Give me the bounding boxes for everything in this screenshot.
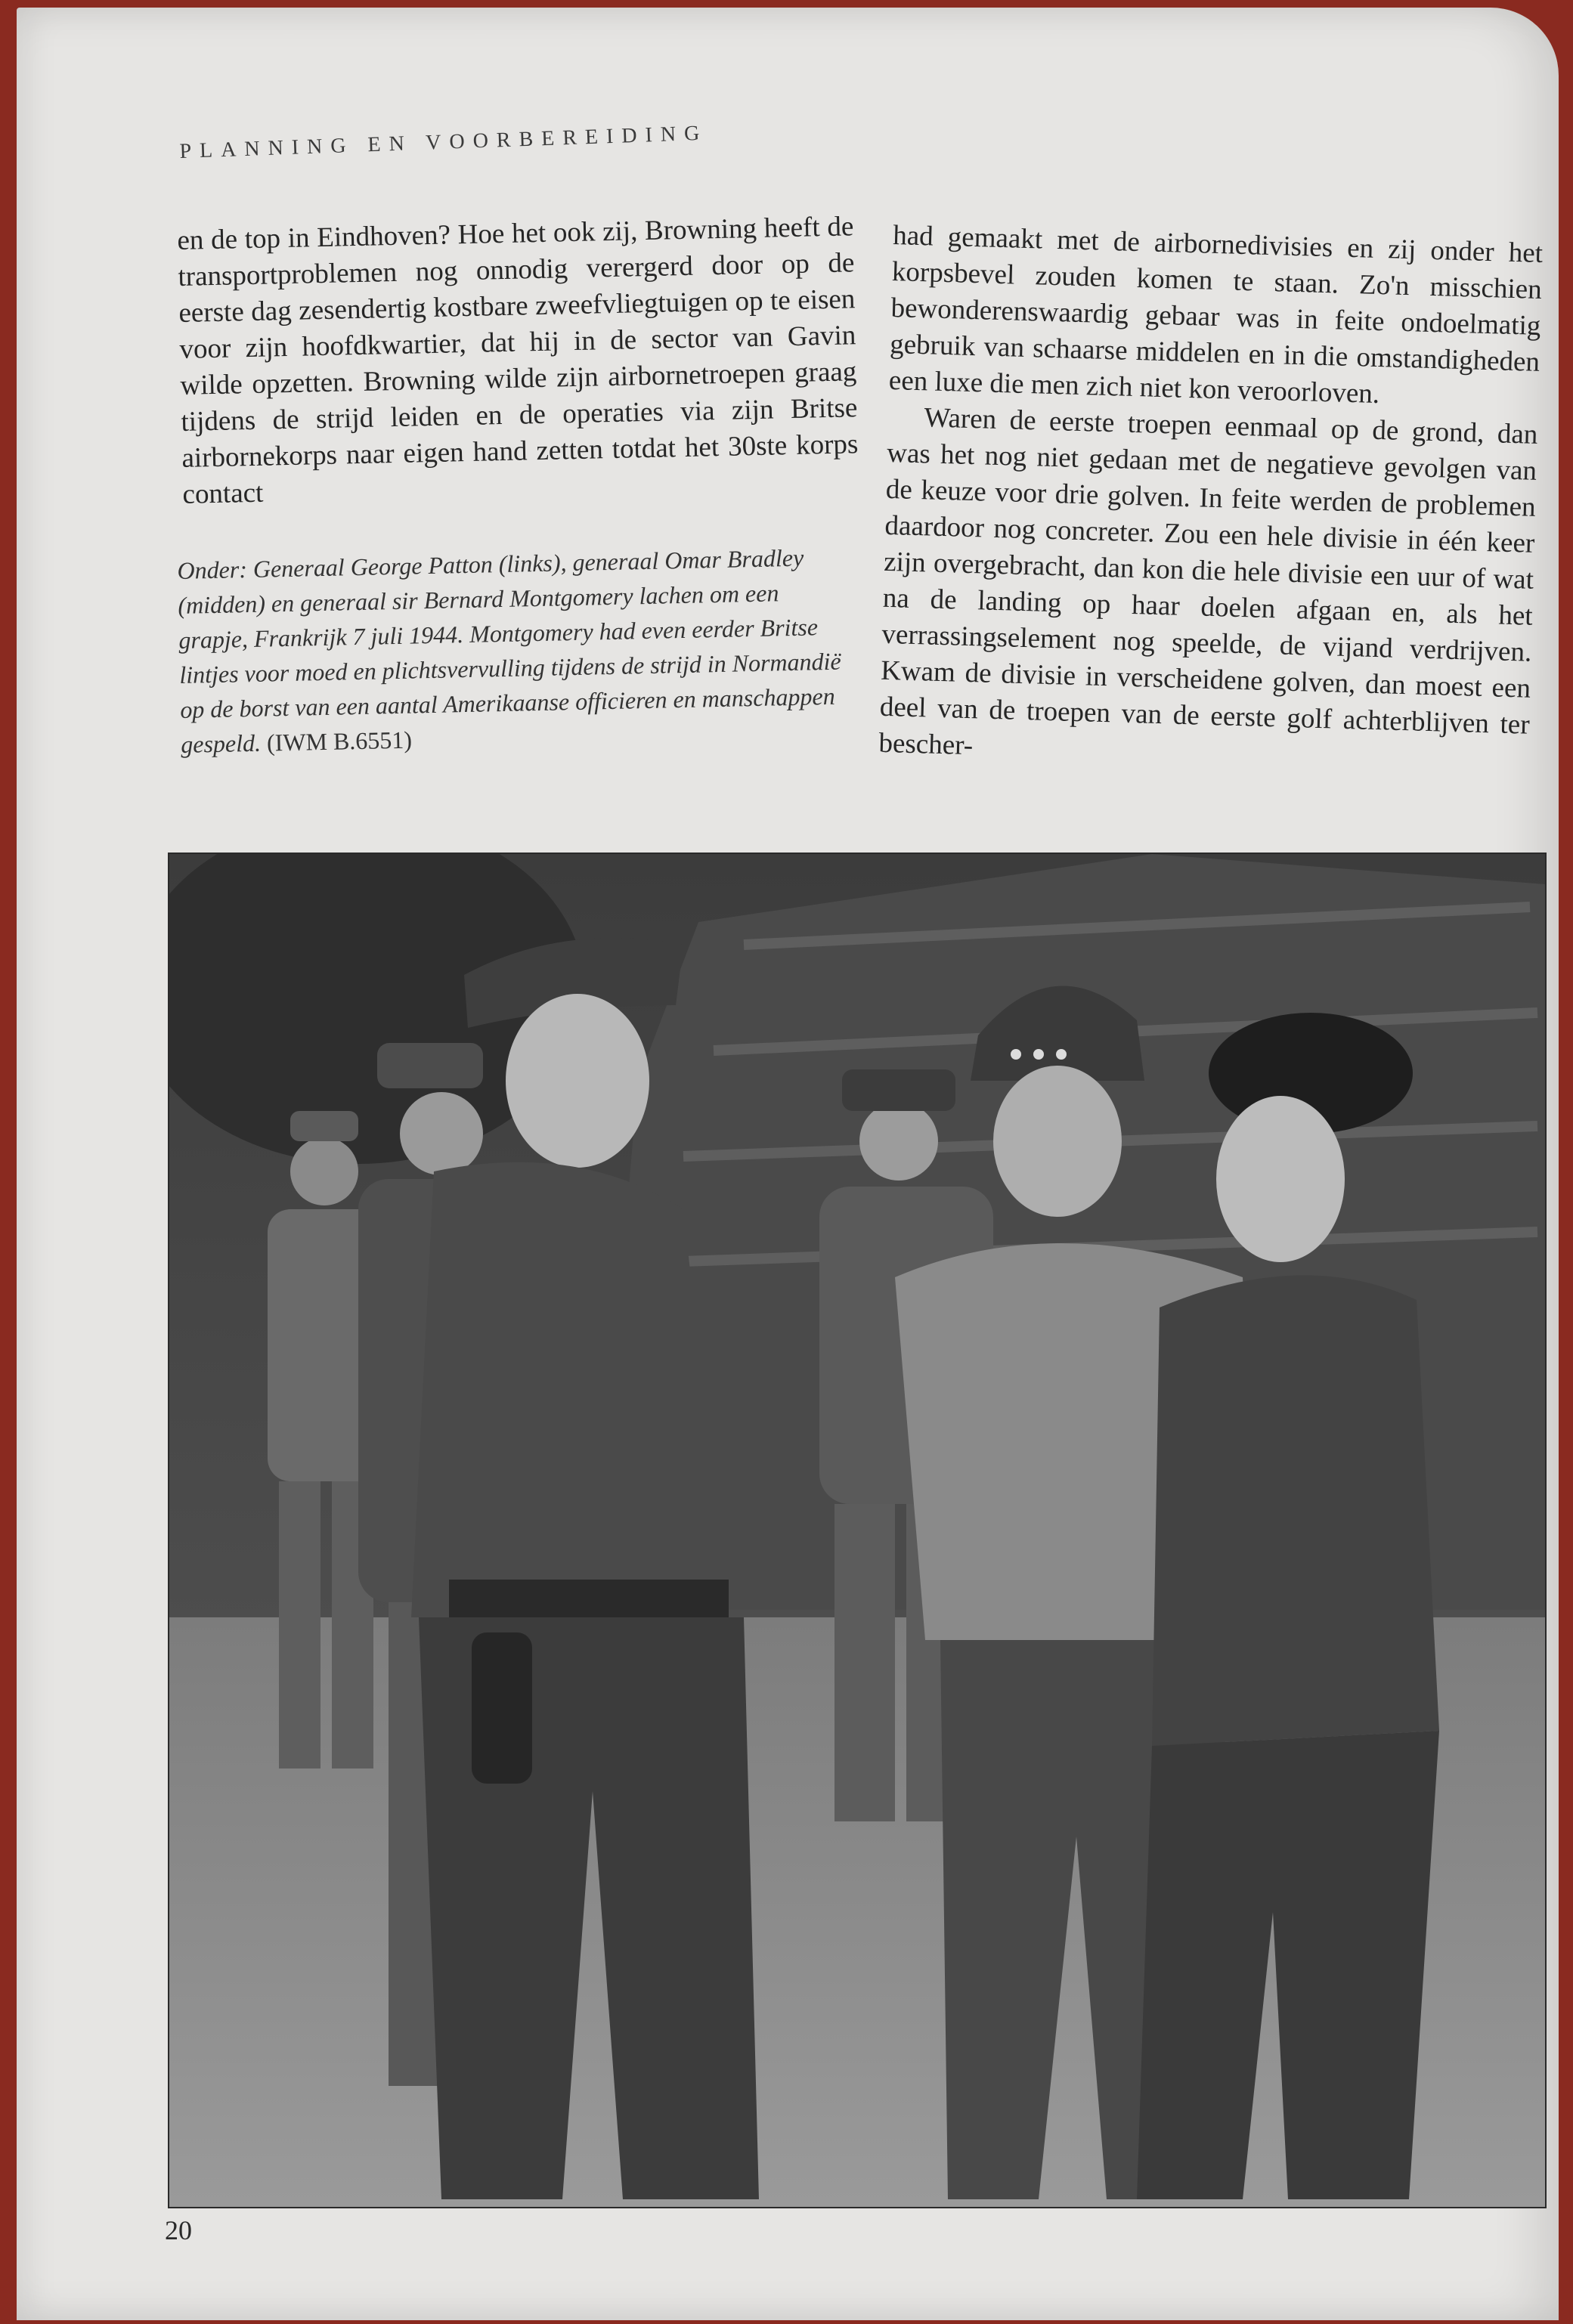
left-column-paragraph: en de top in Eindhoven? Hoe het ook zij, Browning heeft de transportproblemen nog onnodig verergerd door op de eerste dag zesendertig kostbare zweefvliegtuigen op te eisen voor zijn hoofdkwartier, dat hij in de sector van Gavin wilde opzetten. Browning wilde zijn airbornetroepen graag tijdens de strijd leiden en de operaties via zijn Britse airbornekorps naar eigen hand zetten totdat het 30ste korps contact (177, 211, 859, 510)
historical-photo (168, 853, 1547, 2208)
photo-caption (177, 540, 847, 762)
photo-illustration (169, 854, 1545, 2207)
running-head: PLANNING EN VOORBEREIDING (179, 121, 708, 163)
left-text-column (177, 209, 859, 513)
right-column-paragraph-2: Waren de eerste troepen eenmaal op de grond, dan was het nog niet gedaan met de negatieve gevolgen van de keuze voor drie golven. In feite werden de problemen daardoor nog concreter. Zou een hele divisie in één keer zijn overgebracht, dan kon die hele divisie een uur of wat na de landing op haar doelen afgaan en, als het verrassingselement nog speelde, de vijand verdrijven. Kwam de divisie in verscheidene golven, dan moest een deel van de troepen van de eerste golf achterblijven ter bescher- (878, 402, 1538, 762)
right-text-column (878, 218, 1544, 780)
right-column-paragraph-1: had gemaakt met de airbornedivisies en zij onder het korpsbevel zouden komen te staan. Zo'n misschien bewonderenswaardig gebaar was in feite ondoelmatig gebruik van schaarse middelen en in die omstandigheden een luxe die men zich niet kon veroorloven. (888, 219, 1544, 410)
book-page (17, 8, 1559, 2320)
caption-credit: (IWM B.6551) (260, 726, 413, 757)
caption-text: Onder: Generaal George Patton (links), generaal Omar Bradley (midden) en generaal sir Bernard Montgomery lachen om een grapje, Frankrijk 7 juli 1944. Montgomery had even eerder Britse lintjes voor moed en plichtsvervulling tijdens de strijd in Normandië op de borst van een aantal Amerikaanse officieren en manschappen gespeld. (177, 543, 842, 758)
page-number: 20 (165, 2215, 192, 2245)
